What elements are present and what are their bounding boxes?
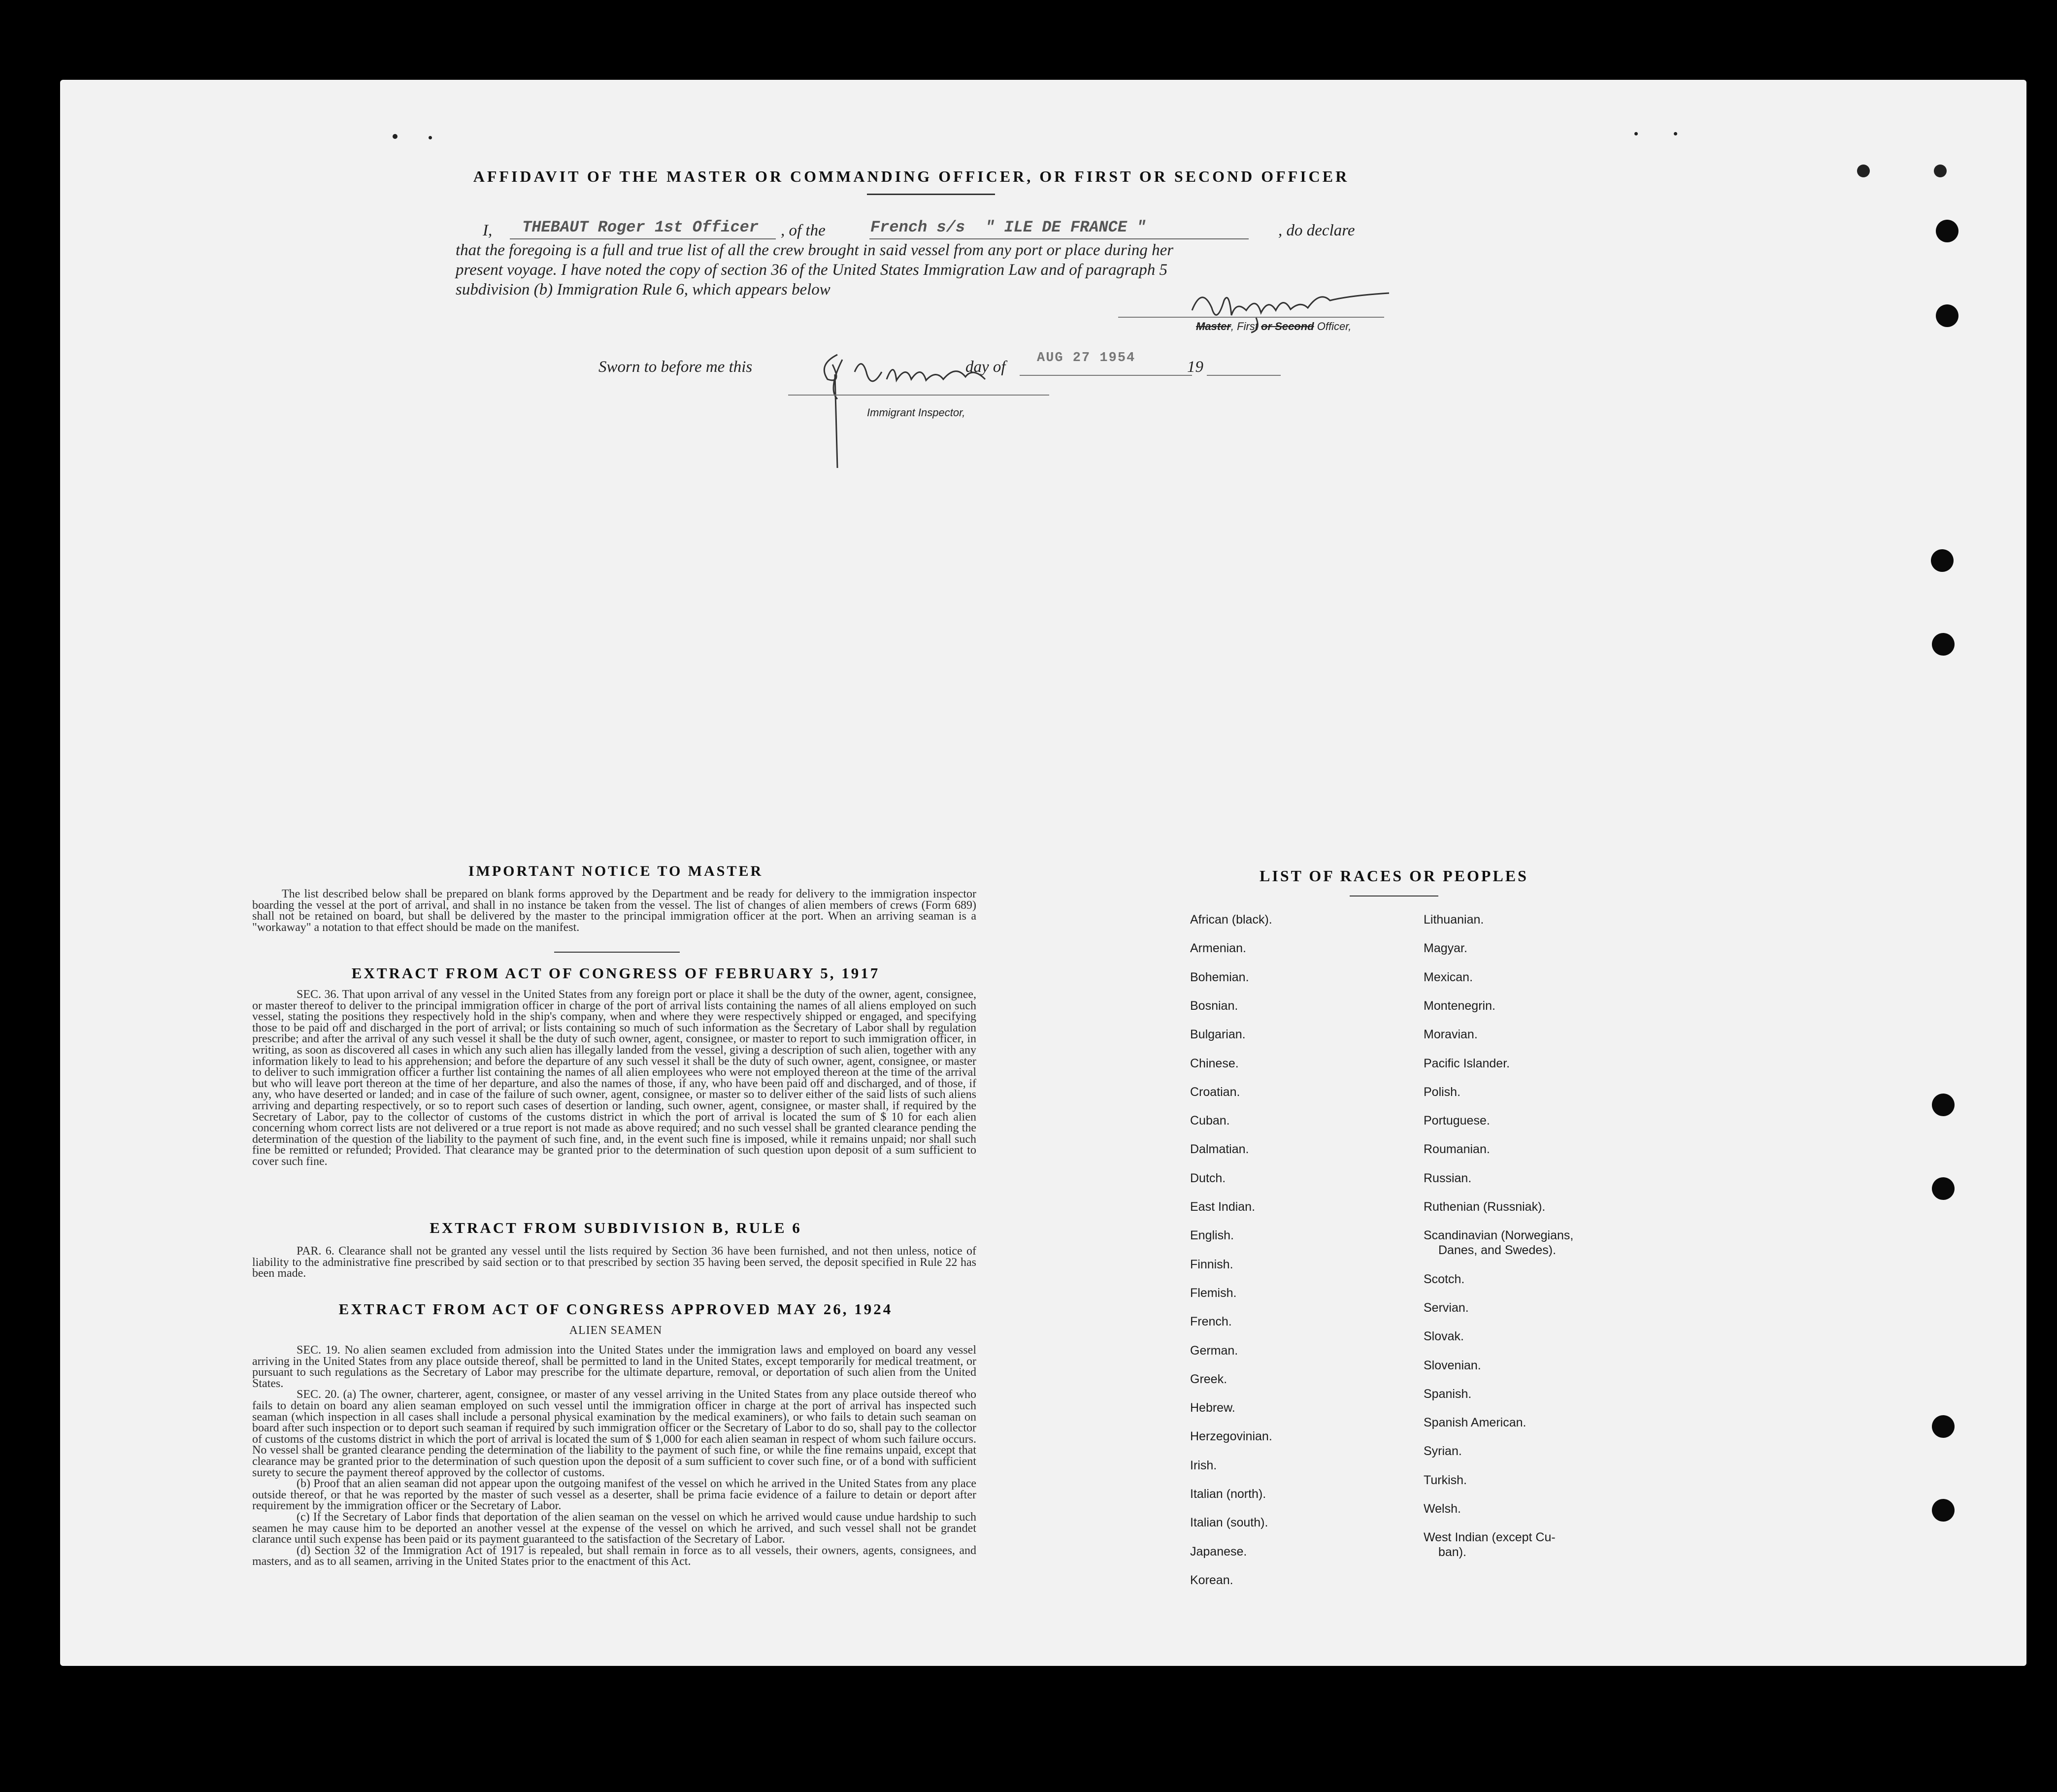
sec-20c-paragraph: (c) If the Secretary of Labor finds that deportation of the alien seaman on the vessel on which he arrived would cause undue hardship to such seamen he may cause him to be deported an another vessel at the expense of the vessel on which he arrived, and such vessel shall not be grandet clarance until such expense has been paid or its payment guaranteed to the satisfaction of the Secretary of Labor. bbox=[252, 1510, 976, 1546]
races-title: LIST OF RACES OR PEOPLES bbox=[1260, 867, 1528, 885]
sworn-prefix: Sworn to before me this bbox=[598, 358, 753, 376]
race-item: Greek. bbox=[1190, 1372, 1228, 1386]
sec-19-paragraph: SEC. 19. No alien seamen excluded from admission into the United States under the immigration laws and employed on board any vessel arriving in the United States from any place outside thereof, shall be permitted to land in the United States, except temporarily for medical treatment, or pursuant to such regulations as the Secretary of Labor may prescribe for the ultimate departure, removal, or deportation of such alien from the United States. bbox=[252, 1344, 976, 1390]
mark-dot bbox=[429, 136, 432, 139]
officer-suffix: Officer, bbox=[1314, 320, 1352, 332]
punch-hole bbox=[1932, 1177, 1955, 1200]
race-item: Spanish. bbox=[1424, 1387, 1472, 1401]
officer-first: , First bbox=[1230, 320, 1258, 332]
race-item: Finnish. bbox=[1190, 1257, 1233, 1271]
race-item: Polish. bbox=[1424, 1085, 1461, 1099]
declaration-line-2: that the foregoing is a full and true list of all the crew brought in said vessel from any port or place during her bbox=[456, 241, 1174, 259]
punch-hole bbox=[1936, 220, 1958, 242]
punch-hole bbox=[1932, 1415, 1955, 1438]
vessel-fill-line bbox=[869, 238, 1249, 239]
race-item: Hebrew. bbox=[1190, 1401, 1235, 1415]
vessel-name: " ILE DE FRANCE " bbox=[985, 218, 1146, 236]
officer-name: THEBAUT Roger 1st Officer bbox=[522, 218, 759, 236]
stamp-date: AUG 27 1954 bbox=[1037, 351, 1136, 365]
race-item: African (black). bbox=[1190, 913, 1272, 927]
officer-title-line bbox=[1196, 320, 1351, 333]
title-rule bbox=[867, 194, 995, 195]
race-item: Herzegovinian. bbox=[1190, 1429, 1272, 1444]
year-fill-line bbox=[1207, 375, 1281, 376]
race-item: Italian (south). bbox=[1190, 1516, 1268, 1530]
race-item: Magyar. bbox=[1424, 941, 1467, 956]
sec-20a-paragraph: SEC. 20. (a) The owner, charterer, agent, consignee, or master of any vessel arriving in the United States from any place outside thereof who fails to detain on board any alien seaman employed on such vessel until the immigration officer in charge at the port of arrival has inspected such seaman (which inspection in all cases shall include a personal physical examination by the medical examiners), or who fails to detain such seaman on board after such inspection or to deport such seaman if required by such immigration officer or the Secretary of Labor to do so, shall pay to the collector of customs of the customs district in which the port of arrival is located the sum of $ 1,000 for each alien seaman in respect of whom such failure occurs. No vessel shall be granted clearance pending the determination of the liability to the payment of such fine, or while the fine remains unpaid, except that clearance may be granted prior to the determination of such question upon the deposit of a sum sufficient to cover such fine, or of a bond with sufficient surety to secure the payment thereof approved by the collector of customs. bbox=[252, 1388, 976, 1479]
race-item: Pacific Islander. bbox=[1424, 1056, 1510, 1070]
race-item: Scandinavian (Norwegians, bbox=[1424, 1228, 1574, 1243]
extract-1917-title: EXTRACT FROM ACT OF CONGRESS OF FEBRUARY 5, 1917 bbox=[351, 964, 880, 982]
race-item: Moravian. bbox=[1424, 1028, 1478, 1042]
race-item: Dutch. bbox=[1190, 1171, 1226, 1185]
notice-title: IMPORTANT NOTICE TO MASTER bbox=[468, 863, 763, 879]
sworn-day-of: day of bbox=[965, 358, 1006, 376]
race-item: Mexican. bbox=[1424, 970, 1473, 984]
pronoun: I, bbox=[483, 222, 493, 239]
affidavit-title: AFFIDAVIT OF THE MASTER OR COMMANDING OFFICER, OR FIRST OR SECOND OFFICER bbox=[473, 167, 1350, 185]
sworn-year: 19 bbox=[1187, 358, 1203, 376]
race-item: West Indian (except Cu- bbox=[1424, 1530, 1556, 1545]
notice-rule bbox=[554, 952, 680, 953]
race-item: Turkish. bbox=[1424, 1473, 1467, 1487]
subdivision-body: PAR. 6. Clearance shall not be granted any vessel until the lists required by Section 36 have been furnished, and not then unless, notice of liability to the administrative fine prescribed by said section or to that prescribed by section 35 having been served, the deposit specified in Rule 22 has been made. bbox=[252, 1245, 976, 1280]
officer-master: Master bbox=[1196, 320, 1231, 332]
of-the-text: , of the bbox=[781, 222, 826, 239]
date-fill-line bbox=[1020, 375, 1192, 376]
race-item: Welsh. bbox=[1424, 1502, 1461, 1516]
race-item: Flemish. bbox=[1190, 1286, 1237, 1300]
sec-20b-paragraph: (b) Proof that an alien seaman did not appear upon the outgoing manifest of the vessel on which he arrived in the United States from any place outside thereof, or that he was reported by the master of such vessel as a deserter, shall be prima facie evidence of a failure to detain or deport after requirement by the immigration officer or the Secretary of Labor. bbox=[252, 1477, 976, 1513]
race-item: Lithuanian. bbox=[1424, 913, 1484, 927]
declaration-line-3: present voyage. I have noted the copy of section 36 of the United States Immigration Law and of paragraph 5 bbox=[456, 261, 1168, 279]
race-item: Scotch. bbox=[1424, 1272, 1465, 1286]
extract-1924-subtitle: ALIEN SEAMEN bbox=[569, 1324, 663, 1337]
race-item: English. bbox=[1190, 1228, 1234, 1243]
declaration-line-4: subdivision (b) Immigration Rule 6, which appears below bbox=[456, 281, 830, 299]
race-item: Servian. bbox=[1424, 1300, 1469, 1315]
punch-hole bbox=[1932, 1094, 1955, 1116]
race-item: Dalmatian. bbox=[1190, 1142, 1249, 1157]
officer-second: or Second bbox=[1261, 320, 1314, 332]
do-declare-text: , do declare bbox=[1278, 222, 1355, 239]
subdivision-title: EXTRACT FROM SUBDIVISION B, RULE 6 bbox=[430, 1219, 802, 1236]
inspector-signature-line bbox=[788, 395, 1049, 396]
race-item: Portuguese. bbox=[1424, 1114, 1490, 1128]
race-item: Syrian. bbox=[1424, 1444, 1462, 1459]
race-item: Ruthenian (Russniak). bbox=[1424, 1200, 1546, 1214]
race-item: Spanish American. bbox=[1424, 1416, 1526, 1430]
race-item: Croatian. bbox=[1190, 1085, 1240, 1099]
officer-signature-line bbox=[1118, 317, 1384, 318]
sec-20d-paragraph: (d) Section 32 of the Immigration Act of 1917 is repealed, but shall remain in force as to all vessels, their owners, agents, consignees, and masters, and as to all seamen, arriving in the United States prior to the enactment of this Act. bbox=[252, 1544, 976, 1568]
mark-dot bbox=[1634, 132, 1638, 135]
race-item: Roumanian. bbox=[1424, 1142, 1490, 1157]
race-item: Italian (north). bbox=[1190, 1487, 1266, 1501]
race-item: Irish. bbox=[1190, 1458, 1217, 1472]
race-item: ban). bbox=[1438, 1545, 1466, 1560]
race-item: Bohemian. bbox=[1190, 970, 1249, 984]
notice-body: The list described below shall be prepared on blank forms approved by the Department and be ready for delivery to the immigration inspector boarding the vessel at the port of arrival, and shall in no instance be taken from the vessel. The list of changes of alien members of crews (Form 689) shall not be retained on board, but shall be delivered by the master to the principal immigration officer at the port. When an arriving seaman is a "workaway" a notation to that effect should be made on the manifest. bbox=[252, 888, 976, 934]
race-item: Danes, and Swedes). bbox=[1438, 1243, 1557, 1258]
punch-hole bbox=[1932, 1499, 1955, 1522]
punch-hole bbox=[1932, 633, 1955, 656]
race-item: Bulgarian. bbox=[1190, 1028, 1246, 1042]
race-item: Cuban. bbox=[1190, 1114, 1230, 1128]
race-item: Russian. bbox=[1424, 1171, 1472, 1185]
race-item: Chinese. bbox=[1190, 1056, 1239, 1070]
race-item: Armenian. bbox=[1190, 941, 1246, 956]
vessel-type: French s/s bbox=[870, 218, 965, 236]
punch-hole bbox=[1931, 549, 1954, 572]
race-item: Bosnian. bbox=[1190, 998, 1238, 1013]
race-item: East Indian. bbox=[1190, 1200, 1256, 1214]
mark-dot bbox=[393, 134, 398, 139]
inspector-label: Immigrant Inspector, bbox=[867, 406, 965, 419]
race-item: German. bbox=[1190, 1343, 1238, 1358]
race-item: Slovak. bbox=[1424, 1329, 1464, 1344]
extract-1924-title: EXTRACT FROM ACT OF CONGRESS APPROVED MAY 26, 1924 bbox=[338, 1300, 893, 1318]
mark-dot bbox=[1934, 165, 1947, 177]
extract-1924-body bbox=[252, 1345, 976, 1567]
race-item: Slovenian. bbox=[1424, 1358, 1481, 1372]
punch-hole bbox=[1936, 304, 1958, 327]
mark-dot bbox=[1674, 132, 1677, 135]
mark-dot bbox=[1857, 165, 1870, 177]
race-item: French. bbox=[1190, 1315, 1232, 1329]
race-item: Montenegrin. bbox=[1424, 998, 1495, 1013]
name-fill-line bbox=[510, 238, 776, 239]
race-item: Japanese. bbox=[1190, 1544, 1247, 1559]
race-item: Korean. bbox=[1190, 1573, 1233, 1587]
extract-1917-body: SEC. 36. That upon arrival of any vessel in the United States from any foreign port or place it shall be the duty of the owner, agent, consignee, or master thereof to deliver to the principal immigration officer in charge of the port of arrival lists containing the names of all aliens employed on such vessel, stating the positions they respectively hold in the ship's company, when and where they were respectively shipped or engaged, and specifying those to be paid off and discharged in the port of arrival; or lists containing so much of such information as the Secretary of Labor shall by regulation prescribe; and after the arrival of any such vessel it shall be the duty of such owner, agent, consignee, or master to report to such immigration officer, in writing, as soon as discovered all cases in which any such alien has illegally landed from the vessel, giving a description of such alien, together with any information likely to lead to his apprehension; and before the departure of any such vessel it shall be the duty of such owner, agent, consignee, or master to deliver to such immigration officer a further list containing the names of all alien employees who were not employed thereon at the time of the arrival but who will leave port thereon at the time of her departure, and also the names of those, if any, who have been paid off and discharged, and of those, if any, who have deserted or landed; and in case of the failure of such owner, agent, consignee, or master so to deliver either of the said lists of such aliens arriving and departing respectively, or so to report such cases of desertion or landing, such owner, agent, consignee, or master shall, if required by the Secretary of Labor, pay to the collector of customs of the customs district in which the port of arrival is located the sum of $ 10 for each alien concerning whom correct lists are not delivered or a true report is not made as above required; and no such vessel shall be granted clearance pending the determination of the question of the liability to the payment of such fine, and, in the event such fine is imposed, while it remains unpaid; nor shall such fine be remitted or refunded; Provided. That clearance may be granted prior to the determination of such question upon deposit of a sum sufficient to cover such fine. bbox=[252, 988, 976, 1168]
